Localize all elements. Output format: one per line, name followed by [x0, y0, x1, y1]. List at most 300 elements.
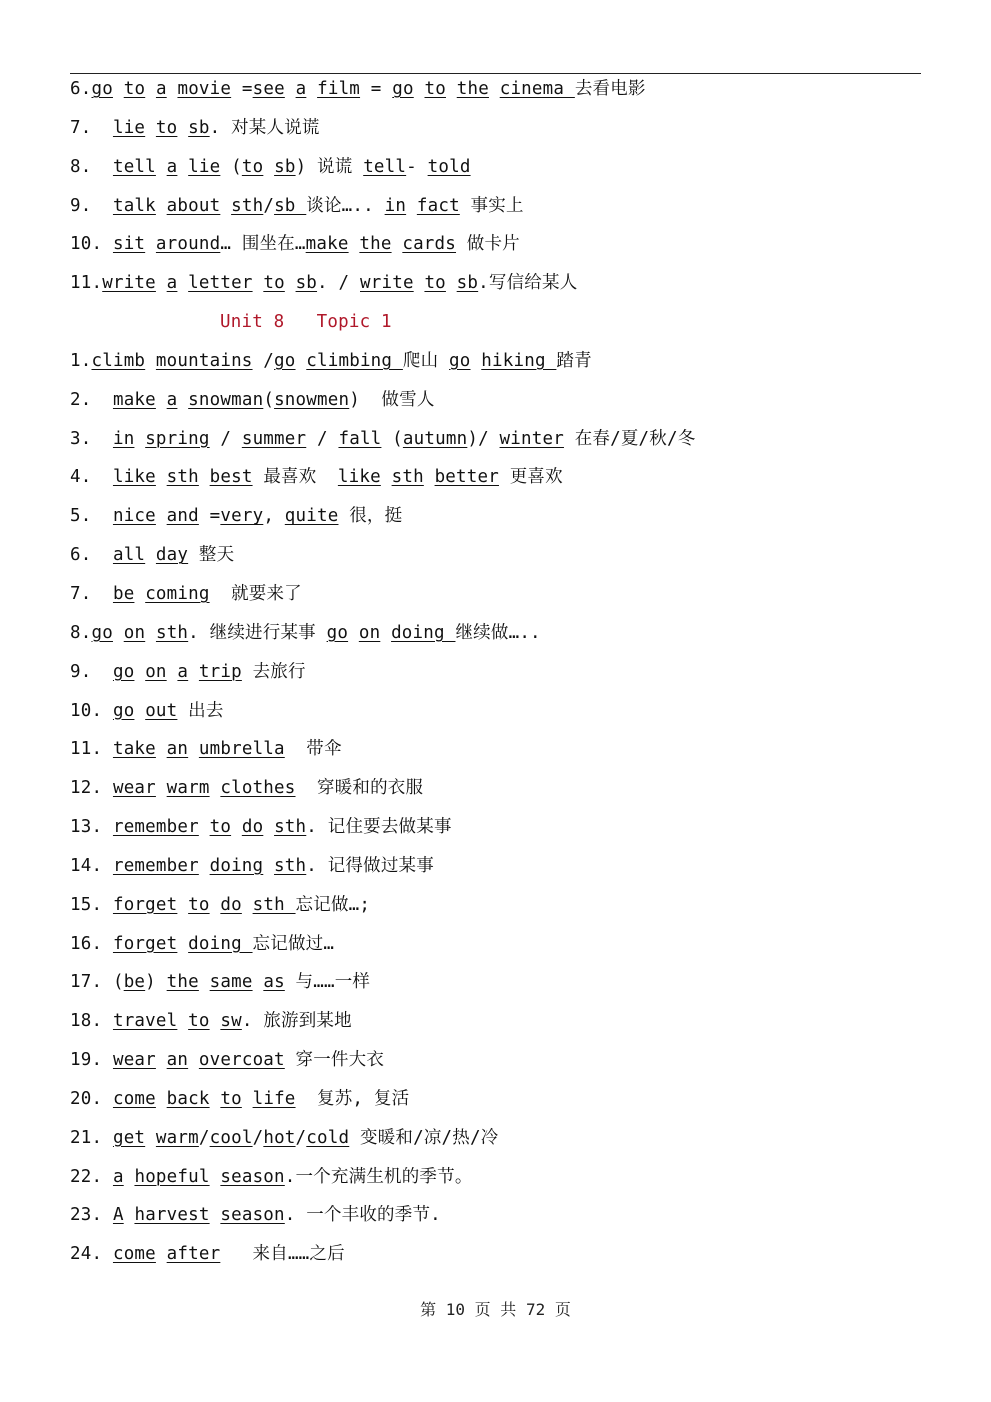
english-term: autumn [402, 428, 468, 449]
english-term: mountains [155, 350, 253, 371]
english-term: to [220, 1088, 242, 1109]
english-term: come [112, 1244, 156, 1265]
vocab-line [70, 148, 930, 187]
english-term: same [209, 972, 253, 993]
english-term: sth [155, 622, 189, 643]
line-text [134, 662, 145, 682]
line-text [156, 506, 167, 526]
line-text: 最喜欢 [252, 467, 338, 488]
english-term: umbrella [198, 739, 285, 760]
line-text [210, 1205, 221, 1225]
line-text [242, 1089, 253, 1109]
english-term: tell [363, 156, 407, 177]
vocab-line [70, 225, 930, 264]
line-text: - [406, 156, 428, 177]
line-text [489, 79, 500, 99]
english-term: hiking [481, 350, 557, 371]
page-footer: 第 10 页 共 72 页 [420, 1300, 571, 1319]
line-text [210, 1011, 221, 1031]
english-term: coming [145, 583, 210, 604]
line-text [145, 118, 156, 138]
line-text: 8. [70, 622, 92, 643]
line-text: ( [381, 428, 403, 449]
line-text [285, 79, 296, 99]
english-term: season [220, 1205, 285, 1226]
english-term: the [166, 972, 199, 993]
line-text: 1. [70, 350, 92, 371]
line-text [253, 972, 264, 992]
english-term: to [188, 1011, 210, 1032]
line-text: 就要来了 [209, 583, 302, 604]
english-term: travel [112, 1011, 178, 1032]
line-text [446, 273, 457, 293]
line-text [414, 273, 425, 293]
line-text [199, 972, 210, 992]
line-text: . 记得做过某事 [306, 855, 434, 876]
english-term: see [252, 79, 285, 99]
line-text [177, 895, 188, 915]
line-text [145, 351, 156, 371]
english-term: to [241, 156, 264, 177]
line-text [188, 662, 199, 682]
line-text: 去旅行 [241, 661, 306, 682]
english-term: forget [112, 894, 178, 915]
line-text [156, 273, 167, 293]
english-term: remember [112, 855, 199, 876]
english-term: warm [166, 778, 210, 799]
line-text: 6. [70, 545, 113, 566]
line-text [424, 467, 435, 487]
english-term: a [166, 389, 178, 410]
line-text: / [306, 428, 339, 449]
line-text [145, 79, 156, 99]
vocab-line [70, 575, 930, 614]
line-text: ( [263, 389, 275, 410]
line-text: = [231, 79, 253, 99]
english-term: quite [284, 506, 339, 527]
english-term: clothes [220, 778, 296, 799]
line-text: 忘记做过… [252, 933, 335, 954]
english-term: wear [112, 778, 156, 799]
line-text: 19. [70, 1050, 113, 1071]
vocab-line [70, 458, 930, 497]
line-text [177, 934, 188, 954]
line-text: 爬山 [402, 350, 450, 371]
vocab-line [70, 187, 930, 226]
english-term: sth [166, 467, 199, 488]
line-text [156, 196, 167, 216]
line-text: 9. [70, 661, 113, 682]
english-term: back [166, 1088, 210, 1109]
english-term: cold [306, 1127, 350, 1148]
line-text [145, 1128, 156, 1148]
english-term: nice [112, 506, 156, 527]
english-term: lie [188, 156, 221, 177]
line-text: 10. [70, 234, 113, 255]
line-text: 谈论….. [306, 195, 385, 216]
line-text [145, 623, 156, 643]
line-text [220, 196, 231, 216]
english-term: summer [241, 428, 307, 449]
line-text [177, 1011, 188, 1031]
line-text: 忘记做…; [295, 894, 371, 915]
line-text: / [198, 1127, 210, 1148]
line-text [124, 1167, 135, 1187]
line-text: 11. [70, 273, 103, 294]
vocab-line [70, 109, 930, 148]
line-text [167, 79, 178, 99]
english-term: cards [402, 234, 457, 255]
line-text: 21. [70, 1127, 113, 1148]
english-term: go [91, 622, 113, 643]
line-text [145, 545, 156, 565]
vocab-line [70, 769, 930, 808]
english-term: sb [456, 273, 479, 294]
line-text: 带伞 [284, 739, 342, 760]
english-term: go [91, 79, 113, 99]
line-text [156, 467, 167, 487]
line-text: 复苏, 复活 [295, 1088, 410, 1109]
line-text: 14. [70, 855, 113, 876]
line-text [145, 234, 156, 254]
vocab-line [70, 381, 930, 420]
line-text: / [209, 428, 242, 449]
line-text: / [252, 350, 275, 371]
line-text [177, 157, 188, 177]
vocab-line [70, 614, 930, 653]
english-term: come [112, 1088, 156, 1109]
english-term: sw [220, 1011, 242, 1032]
line-text [156, 1089, 167, 1109]
line-text [253, 273, 264, 293]
english-term: climbing [306, 350, 403, 371]
line-text [381, 467, 392, 487]
english-term: sb [188, 117, 210, 138]
line-text: ) 做雪人 [349, 389, 435, 410]
line-text [134, 701, 145, 721]
english-term: a [112, 1166, 124, 1187]
vocab-line [70, 497, 930, 536]
line-text: . 记住要去做某事 [306, 817, 452, 838]
english-term: lie [112, 117, 146, 138]
line-text: 事实上 [459, 195, 524, 216]
english-term: to [263, 273, 285, 294]
line-text: ( [220, 156, 242, 177]
line-text [124, 1205, 135, 1225]
english-term: in [112, 428, 135, 449]
vocabulary-list [70, 70, 930, 1274]
vocab-line [70, 653, 930, 692]
line-text: 4. [70, 467, 113, 488]
vocab-line [70, 420, 930, 459]
english-term: climb [91, 350, 146, 371]
english-term: snowman [188, 389, 264, 410]
english-term: a [177, 661, 189, 682]
line-text: 7. [70, 583, 113, 604]
line-text: … 围坐在… [220, 234, 306, 255]
english-term: write [360, 273, 414, 294]
vocab-line [70, 925, 930, 964]
english-term: cool [209, 1127, 253, 1148]
line-text [471, 351, 482, 371]
english-term: hot [263, 1127, 296, 1148]
english-term: do [241, 817, 264, 838]
line-text: . 一个丰收的季节. [284, 1205, 441, 1226]
english-term: sb [295, 273, 318, 294]
line-text [188, 739, 199, 759]
line-text: . 继续进行某事 [188, 622, 327, 643]
english-term: talk [112, 195, 156, 216]
line-text: 与……一样 [284, 972, 371, 993]
line-text [263, 157, 274, 177]
english-term: sth [274, 855, 307, 876]
english-term: film [317, 79, 361, 99]
english-term: after [166, 1244, 221, 1265]
line-text: 6. [70, 79, 92, 99]
english-term: hopeful [134, 1166, 210, 1187]
english-term: movie [177, 79, 232, 99]
english-term: forget [112, 933, 178, 954]
english-term: wear [112, 1050, 156, 1071]
line-text: 20. [70, 1088, 113, 1109]
english-term: a [295, 79, 307, 99]
line-text [156, 778, 167, 798]
english-term: like [112, 467, 156, 488]
line-text: = [198, 506, 221, 527]
line-text: = [360, 79, 393, 99]
vocab-line [70, 264, 930, 303]
line-text [348, 623, 359, 643]
english-term: around [155, 234, 221, 255]
line-text [242, 895, 253, 915]
english-term: harvest [134, 1205, 210, 1226]
line-text [134, 429, 145, 449]
english-term: doing [391, 622, 456, 643]
unit-heading [70, 303, 930, 342]
line-text [156, 157, 167, 177]
english-term: to [155, 117, 178, 138]
vocab-line [70, 1080, 930, 1119]
line-text [414, 79, 425, 99]
line-text [210, 895, 221, 915]
english-term: day [155, 545, 189, 566]
line-text: 12. [70, 778, 113, 799]
line-text: 16. [70, 933, 113, 954]
english-term: letter [188, 273, 253, 294]
line-text [134, 584, 145, 604]
line-text: 2. [70, 389, 113, 410]
english-term: go [326, 622, 349, 643]
vocab-line [70, 1041, 930, 1080]
english-term: out [145, 700, 178, 721]
english-term: A [112, 1205, 124, 1226]
line-text [349, 234, 360, 254]
english-term: be [112, 583, 135, 604]
vocab-line [70, 963, 930, 1002]
english-term: sb [274, 195, 307, 216]
line-text [199, 817, 210, 837]
line-text: 13. [70, 817, 113, 838]
line-text [199, 856, 210, 876]
line-text: 出去 [177, 700, 224, 721]
vocab-line [70, 536, 930, 575]
english-term: get [112, 1127, 146, 1148]
line-text [406, 196, 417, 216]
line-text: 11. [70, 739, 113, 760]
english-term: trip [198, 661, 242, 682]
english-term: and [166, 506, 199, 527]
english-term: tell [112, 156, 156, 177]
vocab-line [70, 886, 930, 925]
english-term: to [123, 79, 146, 99]
line-text [177, 118, 188, 138]
english-term: overcoat [198, 1050, 285, 1071]
line-text [380, 623, 391, 643]
english-term: an [166, 739, 189, 760]
english-term: to [188, 894, 210, 915]
english-term: remember [112, 817, 199, 838]
english-term: on [358, 622, 381, 643]
line-text [177, 390, 188, 410]
line-text: 变暖和/凉/热/冷 [349, 1127, 499, 1148]
line-text [263, 856, 274, 876]
line-text: .一个充满生机的季节。 [284, 1166, 473, 1187]
line-text: 10. [70, 700, 113, 721]
english-term: all [112, 545, 146, 566]
line-text: 23. [70, 1205, 113, 1226]
english-term: sth [274, 817, 307, 838]
english-term: very [220, 506, 264, 527]
english-term: to [209, 817, 232, 838]
line-text: / [263, 195, 275, 216]
line-text: . 对某人说谎 [209, 117, 320, 138]
line-text: / [295, 1127, 307, 1148]
english-term: a [155, 79, 167, 99]
line-text: 踏青 [556, 350, 592, 371]
line-text: Unit 8 Topic 1 [220, 312, 392, 333]
english-term: go [112, 661, 135, 682]
english-term: as [263, 972, 285, 993]
english-term: about [166, 195, 221, 216]
line-text [113, 79, 124, 99]
english-term: doing [188, 933, 253, 954]
vocab-line [70, 808, 930, 847]
line-text: 继续做….. [455, 622, 541, 643]
line-text [210, 778, 221, 798]
english-term: snowmen [274, 389, 350, 410]
english-term: do [220, 894, 242, 915]
line-text: . 旅游到某地 [241, 1011, 352, 1032]
line-text [285, 273, 296, 293]
vocab-line [70, 730, 930, 769]
line-text: 5. [70, 506, 113, 527]
english-term: go [274, 350, 296, 371]
line-text: ) 说谎 [295, 156, 364, 177]
line-text: 22. [70, 1166, 113, 1187]
line-text: 3. [70, 428, 113, 449]
line-text [177, 273, 188, 293]
line-text [156, 390, 167, 410]
line-text [199, 467, 210, 487]
line-text: 9. [70, 195, 113, 216]
english-term: go [449, 350, 471, 371]
line-text [210, 1089, 221, 1109]
english-term: the [359, 234, 392, 255]
english-term: cinema [499, 79, 575, 99]
english-term: winter [499, 428, 564, 449]
vocab-line [70, 1002, 930, 1041]
english-term: a [166, 156, 178, 177]
line-text: )/ [467, 428, 500, 449]
line-text: 整天 [188, 545, 235, 566]
english-term: make [112, 389, 156, 410]
line-text [156, 1050, 167, 1070]
english-term: sit [112, 234, 146, 255]
vocab-line [70, 70, 930, 109]
english-term: like [337, 467, 381, 488]
english-term: sth [391, 467, 424, 488]
vocab-line [70, 692, 930, 731]
line-text [210, 1167, 221, 1187]
line-text: 做卡片 [456, 234, 520, 255]
english-term: make [305, 234, 349, 255]
english-term: fact [416, 195, 460, 216]
english-term: warm [155, 1127, 199, 1148]
line-text [306, 79, 317, 99]
english-term: go [112, 700, 135, 721]
vocab-line [70, 847, 930, 886]
vocab-line [70, 1196, 930, 1235]
line-text: 8. [70, 156, 113, 177]
english-term: to [424, 273, 446, 294]
line-text: 很，挺 [338, 506, 403, 527]
english-term: season [220, 1166, 285, 1187]
line-text [188, 1050, 199, 1070]
english-term: fall [338, 428, 382, 449]
line-text: . / [317, 273, 360, 294]
english-term: doing [209, 855, 264, 876]
line-text: 去看电影 [574, 79, 646, 99]
english-term: write [102, 273, 156, 294]
english-term: sth [231, 195, 264, 216]
line-text: 更喜欢 [498, 467, 563, 488]
line-text: .写信给某人 [478, 273, 578, 294]
english-term: best [209, 467, 253, 488]
line-text: 在春/夏/秋/冬 [563, 428, 696, 449]
line-text [231, 817, 242, 837]
english-term: spring [145, 428, 210, 449]
line-text [113, 623, 124, 643]
english-term: in [384, 195, 407, 216]
line-text: 24. [70, 1244, 113, 1265]
line-text [446, 79, 457, 99]
line-text: 穿暖和的衣服 [295, 778, 424, 799]
english-term: a [166, 273, 178, 294]
english-term: the [456, 79, 489, 99]
line-text: ) [145, 972, 167, 993]
english-term: life [252, 1088, 296, 1109]
vocab-line [70, 1158, 930, 1197]
line-text: 来自……之后 [220, 1244, 345, 1265]
vocab-line [70, 1235, 930, 1274]
line-text [167, 662, 178, 682]
line-text [156, 1244, 167, 1264]
line-text [263, 817, 274, 837]
line-text: , [263, 506, 285, 527]
line-text: 7. [70, 117, 113, 138]
english-term: take [112, 739, 156, 760]
line-text: 15. [70, 894, 113, 915]
